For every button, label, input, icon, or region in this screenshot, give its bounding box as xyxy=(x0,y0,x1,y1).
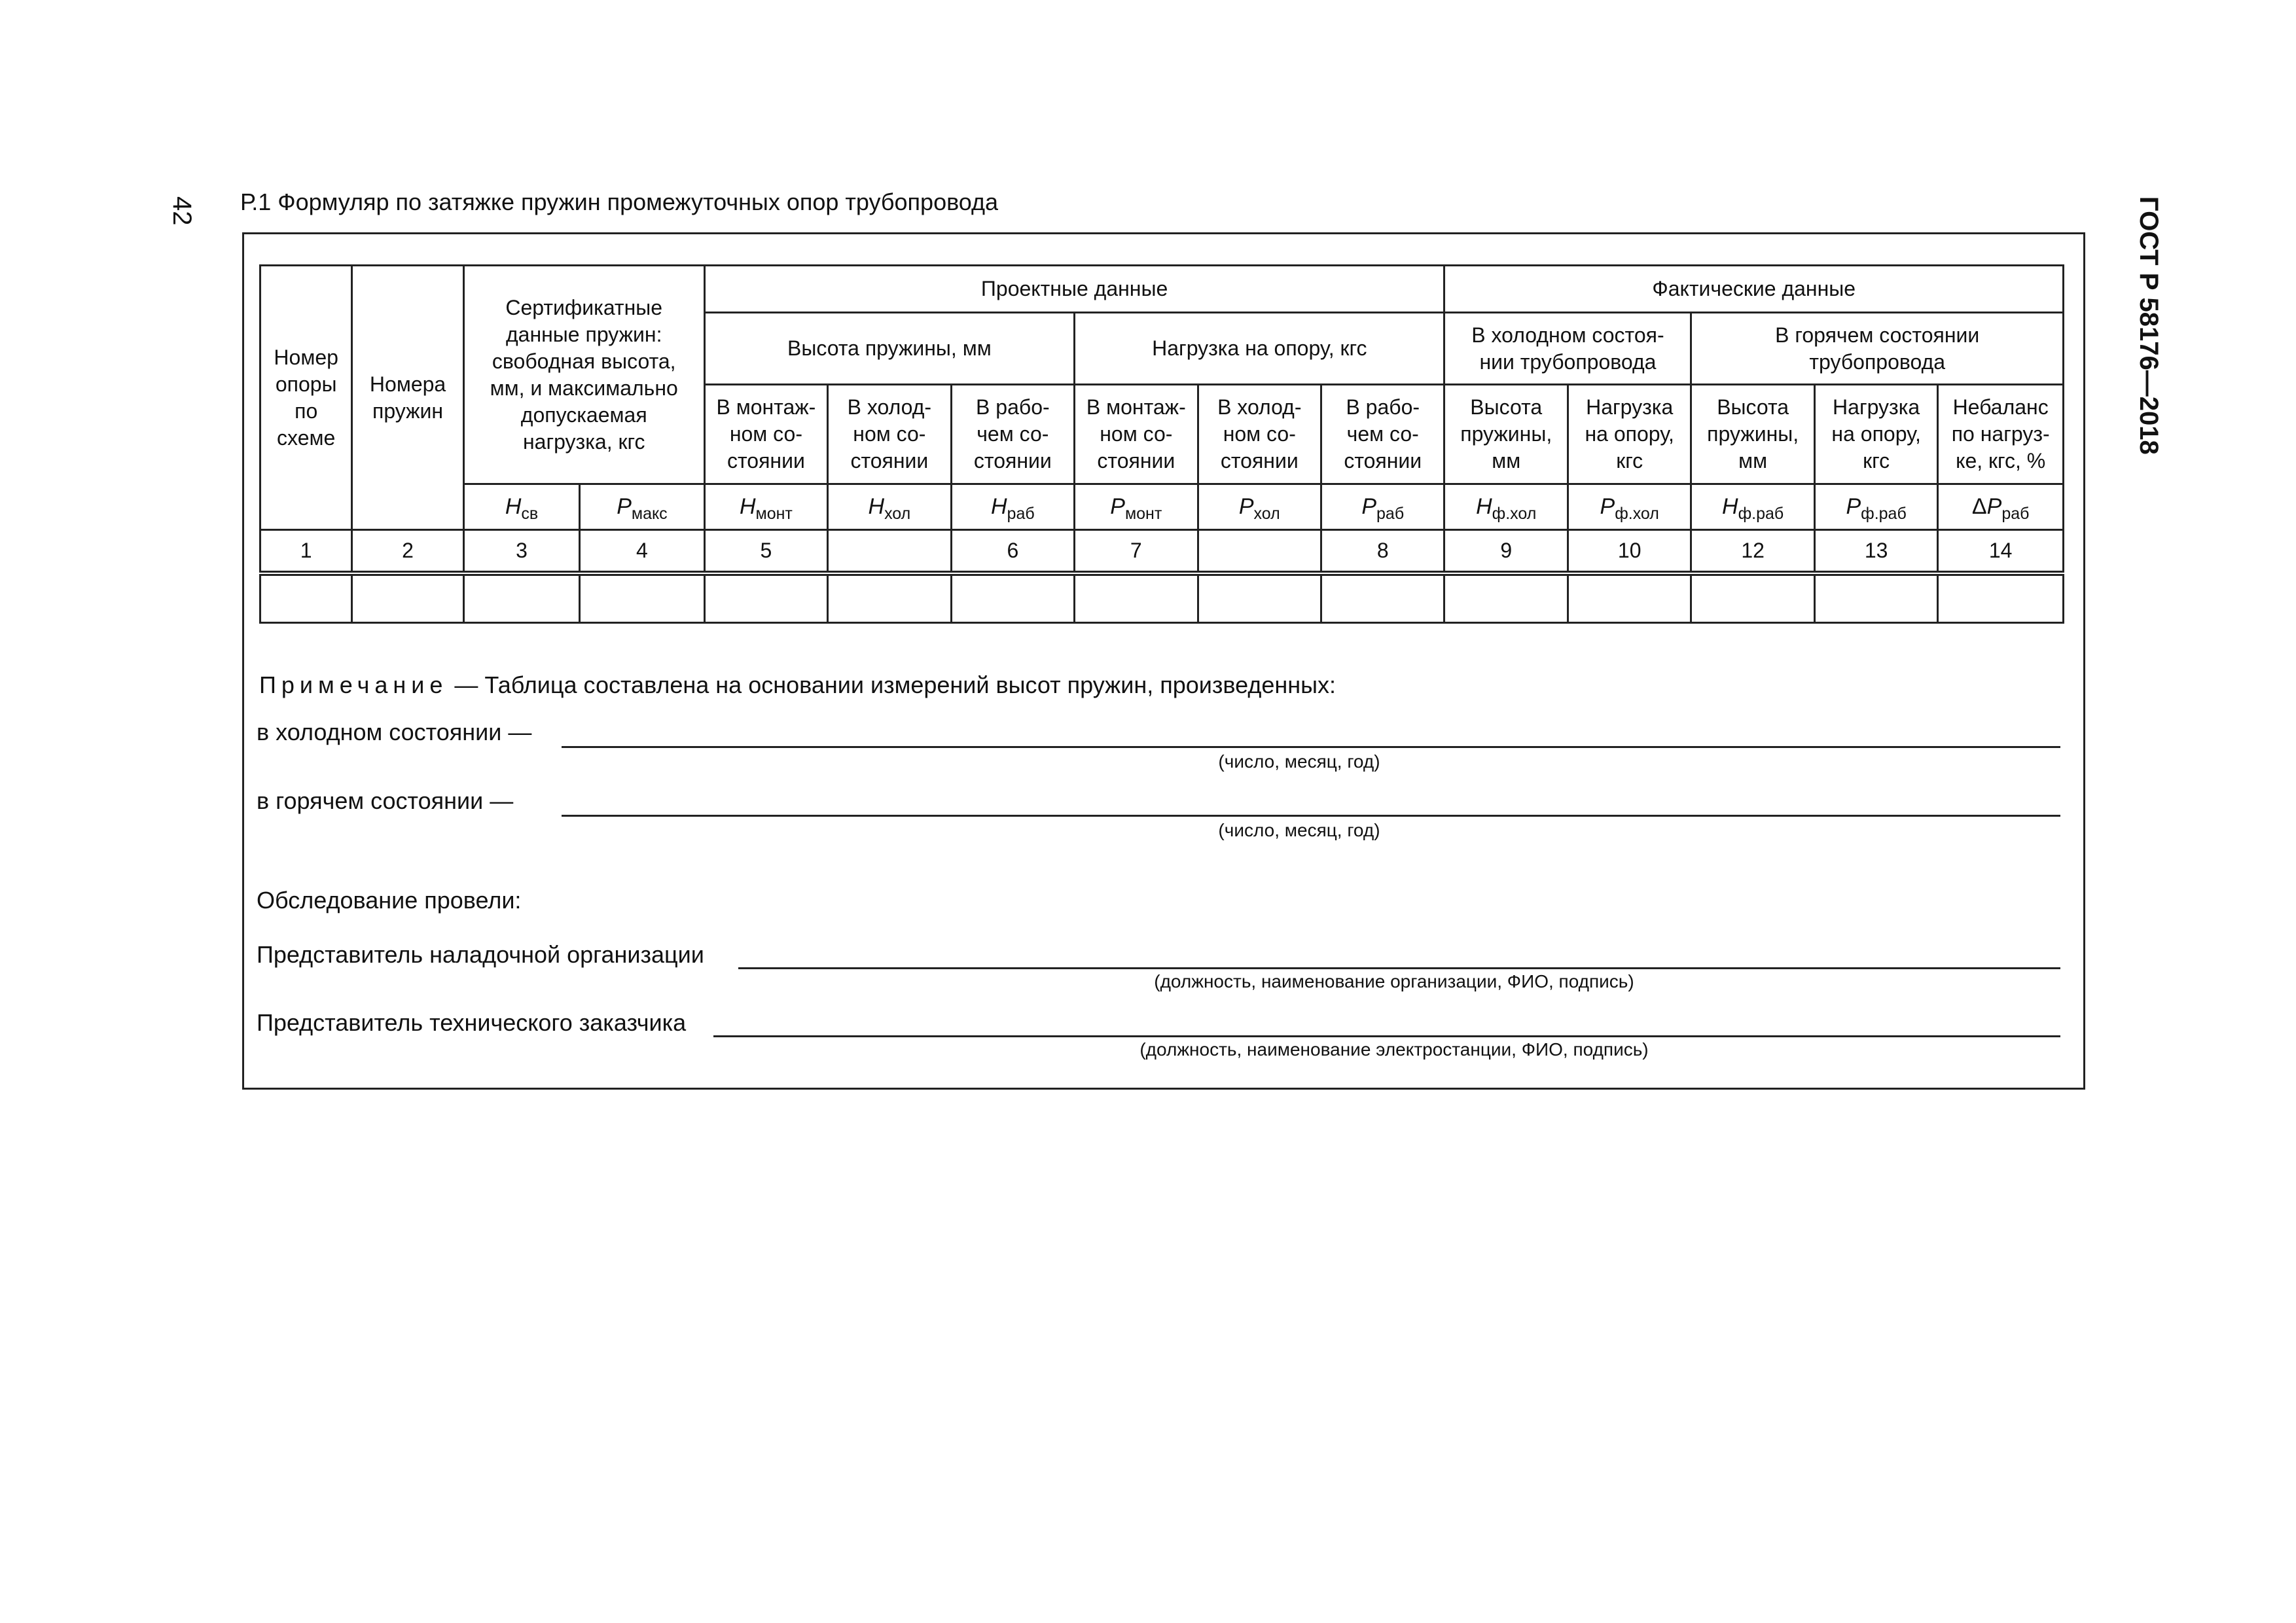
data-cell[interactable] xyxy=(260,573,352,623)
header-state-cell: Высота пружины, мм xyxy=(1444,385,1568,484)
column-number-cell: 4 xyxy=(580,530,704,573)
data-cell[interactable] xyxy=(951,573,1074,623)
cold-state-label: в холодном состоянии — xyxy=(257,719,532,745)
standard-code: ГОСТ Р 58176—2018 xyxy=(2134,196,2163,455)
customer-representative-line[interactable] xyxy=(713,1035,2060,1037)
data-cell[interactable] xyxy=(1938,573,2064,623)
header-spring-numbers: Номера пружин xyxy=(352,266,463,530)
header-state-cell: Нагрузка на опору, кгс xyxy=(1568,385,1691,484)
hot-state-caption: (число, месяц, год) xyxy=(1218,820,1380,840)
header-state-cell: В холод- ном со- стоянии xyxy=(828,385,951,484)
column-number-row xyxy=(260,530,2064,573)
header-actual-data: Фактические данные xyxy=(1444,266,2064,313)
symbol-cell: $P_{макс}$ xyxy=(580,484,704,530)
symbol-cell: $P_{ф.хол}$ xyxy=(1568,484,1691,530)
data-cell[interactable] xyxy=(463,573,579,623)
symbol-cell: $H_{хол}$ xyxy=(828,484,951,530)
empty-data-row xyxy=(260,573,2064,623)
column-number-cell: 2 xyxy=(352,530,463,573)
column-number-cell: 12 xyxy=(1691,530,1814,573)
symbol-cell: $H_{св}$ xyxy=(463,484,579,530)
data-cell[interactable] xyxy=(704,573,827,623)
column-number-cell: 10 xyxy=(1568,530,1691,573)
hot-state-label: в горячем состоянии — xyxy=(257,787,514,814)
column-number-cell: 7 xyxy=(1075,530,1198,573)
symbol-cell: $P_{ф.раб}$ xyxy=(1814,484,1937,530)
form-title: Р.1 Формуляр по затяжке пружин промежуточных опор трубопровода xyxy=(240,188,999,215)
symbol-cell: $\Delta P_{раб}$ xyxy=(1938,484,2064,530)
symbol-cell: $P_{монт}$ xyxy=(1075,484,1198,530)
data-cell[interactable] xyxy=(828,573,951,623)
data-cell[interactable] xyxy=(1198,573,1321,623)
column-number-cell xyxy=(828,530,951,573)
header-state-cell: Высота пружины, мм xyxy=(1691,385,1814,484)
data-cell[interactable] xyxy=(1691,573,1814,623)
commissioning-representative-line[interactable] xyxy=(738,967,2060,969)
data-cell[interactable] xyxy=(1568,573,1691,623)
header-state-cell: В рабо- чем со- стоянии xyxy=(951,385,1074,484)
survey-heading: Обследование провели: xyxy=(257,887,522,914)
header-design-support-load: Нагрузка на опору, кгс xyxy=(1075,313,1444,385)
symbol-cell: $P_{хол}$ xyxy=(1198,484,1321,530)
column-number-cell: 5 xyxy=(704,530,827,573)
data-cell[interactable] xyxy=(580,573,704,623)
spring-tension-table xyxy=(259,264,2064,624)
symbol-cell: $H_{монт}$ xyxy=(704,484,827,530)
column-number-cell: 1 xyxy=(260,530,352,573)
header-state-cell: Небаланс по нагруз- ке, кгс, % xyxy=(1938,385,2064,484)
header-state-cell: В холод- ном со- стоянии xyxy=(1198,385,1321,484)
hot-state-date-line[interactable] xyxy=(562,815,2060,817)
column-number-cell: 14 xyxy=(1938,530,2064,573)
column-number-cell: 6 xyxy=(951,530,1074,573)
table-note xyxy=(259,671,1336,699)
data-cell[interactable] xyxy=(1814,573,1937,623)
header-state-cell: В монтаж- ном со- стоянии xyxy=(1075,385,1198,484)
header-design-data: Проектные данные xyxy=(704,266,1444,313)
header-support-number: Номер опоры по схеме xyxy=(260,266,352,530)
commissioning-representative-label: Представитель наладочной организации xyxy=(257,941,704,968)
column-number-cell: 13 xyxy=(1814,530,1937,573)
note-text: — Таблица составлена на основании измерений высот пружин, произведенных: xyxy=(448,671,1336,698)
data-cell[interactable] xyxy=(1444,573,1568,623)
header-state-cell: Нагрузка на опору, кгс xyxy=(1814,385,1937,484)
customer-representative-caption: (должность, наименование электростанции, ФИО, подпись) xyxy=(1139,1039,1649,1060)
data-cell[interactable] xyxy=(1075,573,1198,623)
symbol-cell: $H_{ф.хол}$ xyxy=(1444,484,1568,530)
header-row-groups xyxy=(260,266,2064,313)
note-label: Примечание xyxy=(259,671,448,698)
symbol-cell: $P_{раб}$ xyxy=(1321,484,1444,530)
header-certificate-data: Сертификатные данные пружин: свободная высота, мм, и максимально допускаемая нагрузка, кгс xyxy=(463,266,704,484)
data-cell[interactable] xyxy=(1321,573,1444,623)
page-number: 42 xyxy=(168,196,196,226)
column-number-cell: 9 xyxy=(1444,530,1568,573)
commissioning-representative-caption: (должность, наименование организации, ФИО, подпись) xyxy=(1154,971,1634,991)
symbol-cell: $H_{ф.раб}$ xyxy=(1691,484,1814,530)
symbol-row xyxy=(260,484,2064,530)
column-number-cell xyxy=(1198,530,1321,573)
header-state-cell: В рабо- чем со- стоянии xyxy=(1321,385,1444,484)
customer-representative-label: Представитель технического заказчика xyxy=(257,1009,687,1036)
header-state-cell: В монтаж- ном со- стоянии xyxy=(704,385,827,484)
symbol-cell: $H_{раб}$ xyxy=(951,484,1074,530)
header-design-spring-height: Высота пружины, мм xyxy=(704,313,1074,385)
header-actual-hot-state: В горячем состоянии трубопровода xyxy=(1691,313,2064,385)
column-number-cell: 8 xyxy=(1321,530,1444,573)
data-cell[interactable] xyxy=(352,573,463,623)
header-actual-cold-state: В холодном состоя- нии трубопровода xyxy=(1444,313,1691,385)
column-number-cell: 3 xyxy=(463,530,579,573)
cold-state-caption: (число, месяц, год) xyxy=(1218,751,1380,772)
cold-state-date-line[interactable] xyxy=(562,746,2060,748)
